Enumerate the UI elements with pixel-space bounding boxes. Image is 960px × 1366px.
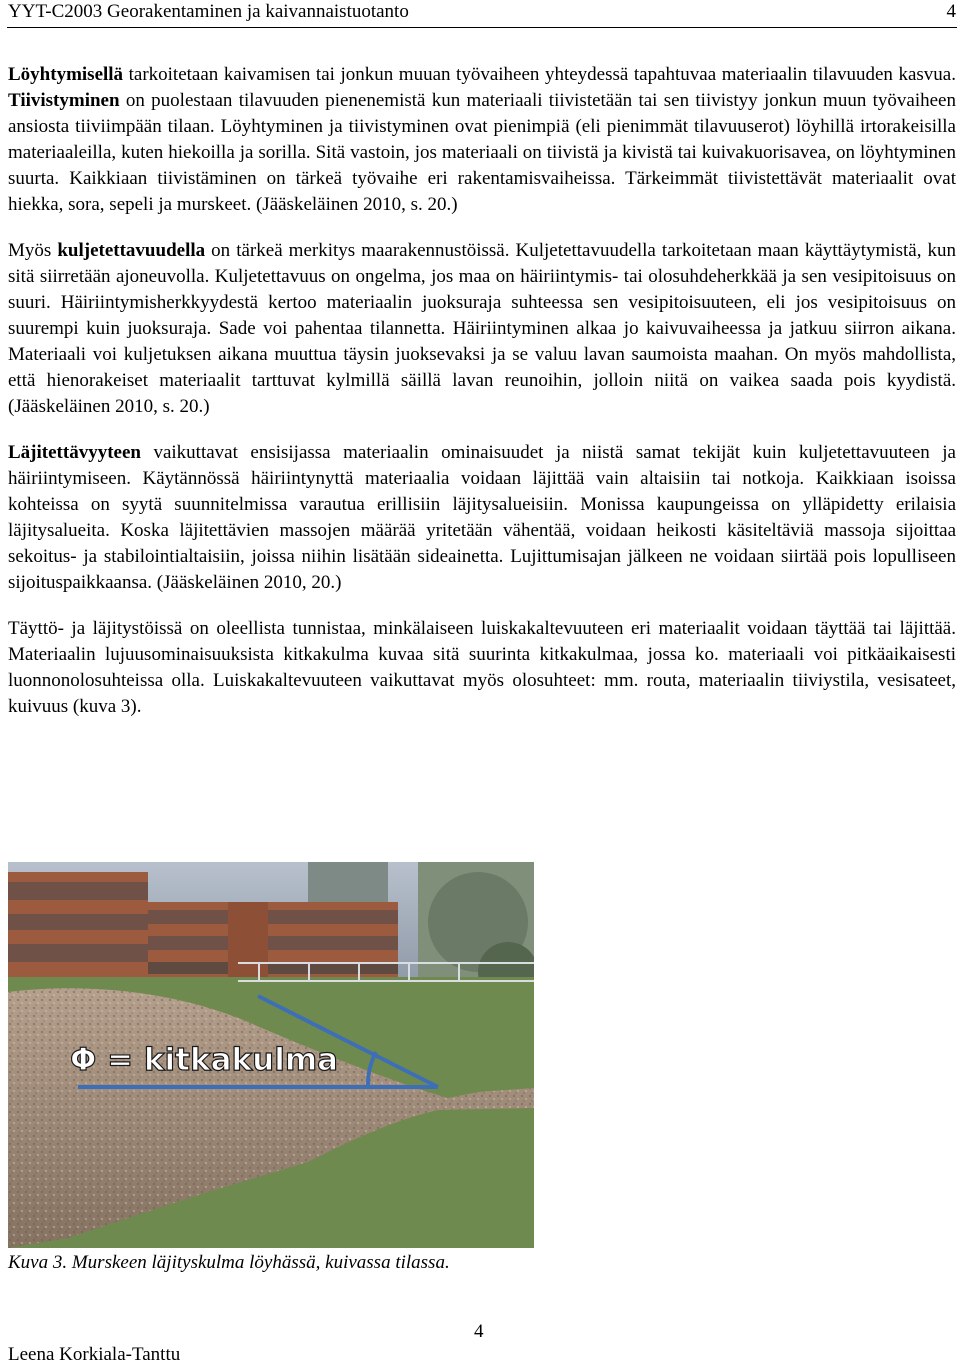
paragraph-text: Täyttö- ja läjitystöissä on oleellista tunnistaa, minkälaiseen luiskakaltevuuteen eri materiaalit voidaan täyttää tai läjittää. Materiaalin lujuusominaisuuksista kitkakulma kuvaa sitä suurinta kitkakulmaa, jossa ko. materiaali voi pitkäaikaisesti luonnonolosuhteissa olla. Luiskakaltevuuteen vaikuttavat myös olosuhteet: mm. routa, materiaalin tiiviystila, vesisateet, kuivuus (kuva 3). <box>8 618 956 717</box>
bold-term: Tiivistyminen <box>8 90 120 111</box>
header-divider <box>7 27 957 28</box>
paragraph-lajitettavyys <box>8 440 956 596</box>
footer-author: Leena Korkiala-Tanttu <box>8 1344 181 1365</box>
photo-illustration <box>8 862 534 1248</box>
paragraph-text: tarkoitetaan kaivamisen tai jonkun muuan työvaiheen yhteydessä tapahtuvaa materiaalin tilavuuden kasvua. <box>123 64 956 85</box>
bold-term: Läjitettävyyteen <box>8 442 141 463</box>
overlay-label: Φ = kitkakulma <box>70 1042 339 1078</box>
document-body <box>8 62 956 740</box>
paragraph-text: on tärkeä merkitys maarakennustöissä. Kuljetettavuudella tarkoitetaan maan käyttäytymistä, kun sitä siirretään ajoneuvolla. Kuljetettavuus on ongelma, jos maa on häiriintymis- tai olosuhdeherkkää ja sen vesipitoisuus on suuri. Häiriintymisherkkyydestä kertoo materiaalin juoksuraja suhteessa sen vesipitoisuuteen, eli jos vesipitoisuus on suurempi kuin juoksuraja. Sade voi pahentaa tilannetta. Häiriintyminen alkaa jo kaivuvaiheessa ja jatkuu siirron aikana. Materiaali voi kuljetuksen aikana muuttua täysin juoksevaksi ja se valuu lavan saumoista maahan. On myös mahdollista, että hienorakeiset materiaalit tarttuvat kylmillä säillä lavan reunoihin, jolloin niitä on vaikea saada pois kyydistä. (Jääskeläinen 2010, s. 20.) <box>8 240 956 417</box>
figure-caption: Kuva 3. Murskeen läjityskulma löyhässä, kuivassa tilassa. <box>8 1252 450 1273</box>
paragraph-text: Myös <box>8 240 58 261</box>
paragraph-taytto-lajitys <box>8 616 956 720</box>
paragraph-text: vaikuttavat ensisijassa materiaalin ominaisuudet ja niistä samat tekijät kuin kuljetettavuuteen ja häiriintymiseen. Käytännössä häiriintynyttä materiaalia voidaan läjittää vain altaisiin tai notkoja. Kaikkiaan isoissa kohteissa on syytä suunnitelmissa varautua erillisiin läjitysalueisiin. Monissa kaupungeissa on ylläpidetty erilaisia läjitysalueita. Koska läjitettävien massojen määrää yritetään vähentää, voidaan heikosti käsiteltäviä massoja sijoittaa sekoitus- ja stabilointialtaisiin, joissa niihin lisätään sideainetta. Lujittumisajan jälkeen ne voidaan siirtää pois lopulliseen sijoituspaikkaansa. (Jääskeläinen 2010, 20.) <box>8 442 956 593</box>
header-title: YYT-C2003 Georakentaminen ja kaivannaistuotanto <box>8 1 409 22</box>
bold-term: kuljetettavuudella <box>57 240 206 261</box>
figure-gravel-pile-photo <box>8 862 534 1248</box>
header-page-number: 4 <box>946 1 956 22</box>
paragraph-text: on puolestaan tilavuuden pienenemistä kun materiaali tiivistetään tai sen tiivistyy jonkun muun työvaiheen ansiosta tiiviimpään tilaan. Löyhtyminen ja tiivistyminen ovat pienimpiä (eli pienimmät tilavuuserot) löyhillä irtorakeisilla materiaaleilla, kuten hiekoilla ja sorilla. Sitä vastoin, jos materiaali on tiivistä ja kivistä tai kuivakuorisavea, on löyhtyminen suurta. Kaikkiaan tiivistäminen on tärkeä työvaihe eri rakentamisvaiheissa. Tärkeimmät tiivistettävät materiaalit ovat hiekka, sora, sepeli ja murskeet. (Jääskeläinen 2010, s. 20.) <box>8 90 956 215</box>
page-header <box>8 0 956 24</box>
paragraph-kuljetettavuus <box>8 238 956 420</box>
footer-page-number: 4 <box>474 1321 484 1342</box>
bold-term: Löyhtymisellä <box>8 64 124 85</box>
paragraph-loyhtyminen <box>8 62 956 218</box>
